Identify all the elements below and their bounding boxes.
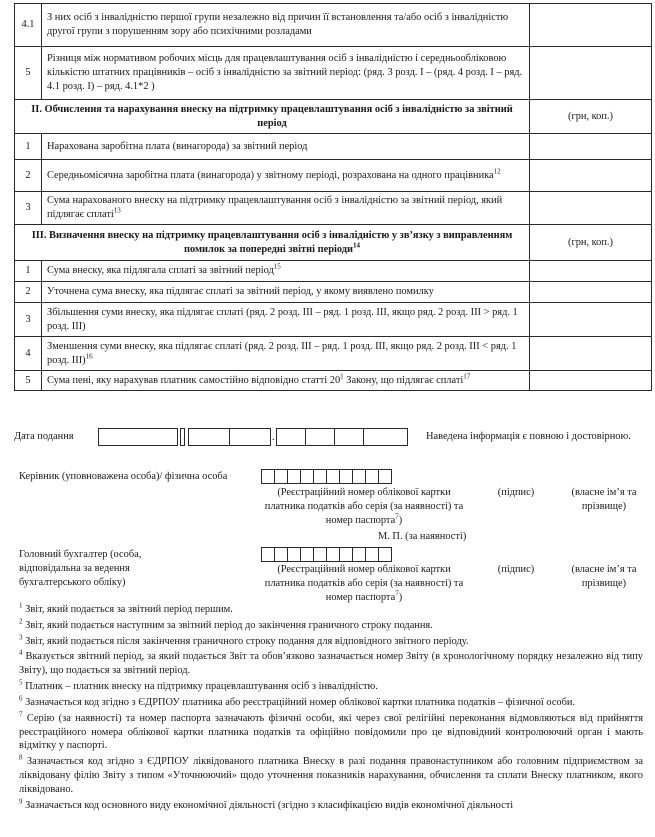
date-dot: .	[183, 431, 186, 443]
date-label: Дата подання	[14, 431, 74, 442]
footnote: $^9$ Зазначається код основного виду економічної діяльності (згідно з класифікацією видів економічної діяльності	[19, 797, 514, 811]
value-cell[interactable]	[530, 134, 652, 160]
row-number: 1	[15, 261, 42, 282]
row-description: Сума внеску, яка підлягала сплаті за звітний період$^{15}$	[42, 261, 530, 282]
table-row	[15, 337, 652, 371]
accountant-name-label: (власне ім’я та прізвище)	[571, 564, 637, 590]
footnote-ref: 16	[85, 352, 93, 361]
row-description: Сума нарахованого внеску на підтримку працевлаштування осіб з інвалідністю за звітний період, який підлягає сплаті$^{13}$	[42, 192, 530, 225]
director-reg-number-cells[interactable]	[262, 469, 392, 484]
table-row	[15, 4, 652, 47]
row-description: Зменшення суми внеску, яка підлягає сплаті (ряд. 2 розд. ІІІ – ряд. 1 розд. ІІІ, якщо ряд. 2 розд. ІІІ < ряд. 1 розд. ІІІ)$^{16}$	[42, 337, 530, 371]
accountant-signature-label: (підпис)	[497, 564, 535, 575]
table-row	[15, 134, 652, 160]
date-month-field-2[interactable]	[229, 428, 271, 446]
stamp-label: М. П. (за наявності)	[378, 531, 467, 542]
footnote: $^8$ Зазначається код згідно з ЄДРПОУ ліквідованого платника Внеску в разі подання правонаступником або головним підприємством за ліквідовану філію Звіту з типом «Уточнюючий» щодо уточнення показників нарахування, обчислення та сплати Внеску платником, якого ліквідовано.	[19, 753, 643, 795]
unit-label: (грн, коп.)	[530, 225, 652, 261]
row-description: З них осіб з інвалідністю першої групи незалежно від причин її встановлення та/або осіб з інвалідністю другої групи з порушенням зору або психічними розладами	[42, 4, 530, 47]
table-row	[15, 303, 652, 337]
row-description: Нарахована заробітна плата (винагорода) за звітний період	[42, 134, 530, 160]
row-number: 3	[15, 192, 42, 225]
footnote: $^1$ Звіт, який подається за звітний період першим.	[19, 601, 233, 615]
row-description: Середньомісячна заробітна плата (винагорода) у звітному періоді, розрахована на одного працівника$^{12}$	[42, 160, 530, 192]
table-row	[15, 160, 652, 192]
section-header	[15, 100, 652, 134]
report-table	[14, 3, 652, 391]
footnote-ref: 13	[113, 206, 121, 215]
footnote: $^3$ Звіт, який подається після закінчення граничного строку подання для відповідного звітного періоду.	[19, 633, 469, 647]
value-cell[interactable]	[530, 4, 652, 47]
row-number: 1	[15, 134, 42, 160]
value-cell[interactable]	[530, 160, 652, 192]
director-name-label: (власне ім’я та прізвище)	[571, 487, 637, 513]
director-signature-label: (підпис)	[497, 487, 535, 498]
accountant-reg-caption: (Реєстраційний номер облікової картки платника податків або серія (за наявності) та номер паспорта$^7$)	[264, 564, 464, 604]
value-cell[interactable]	[530, 47, 652, 100]
date-year-field-2[interactable]	[305, 428, 335, 446]
footnote: $^4$ Вказується звітний період, за який подається Звіт та обов’язково зазначається номер Звіту (в хронологічному порядку незалежно від типу Звіту), що подається за звітний період.	[19, 649, 643, 677]
director-reg-caption: (Реєстраційний номер облікової картки платника податків або серія (за наявності) та номер паспорта$^7$)	[264, 487, 464, 527]
row-number: 5	[15, 47, 42, 100]
footnote: $^7$ Серію (за наявності) та номер паспорта зазначають фізичні особи, які через свої релігійні переконання відмовляються від прийняття реєстраційного номера облікової картки платника податків та офіційно повідомили про це відповідний контролюючий орган і мають відмітку у паспорті.	[19, 710, 643, 752]
unit-label: (грн, коп.)	[530, 100, 652, 134]
row-number: 4	[15, 337, 42, 371]
date-year-field-4[interactable]	[363, 428, 408, 446]
row-description: Сума пені, яку нарахував платник самостійно відповідно статті $20^1$ Закону, що підлягає сплаті$^{17}$	[42, 371, 530, 391]
footnote-ref: 1	[340, 372, 344, 381]
section-header	[15, 225, 652, 261]
row-description: Збільшення суми внеску, яка підлягає сплаті (ряд. 2 розд. ІІІ – ряд. 1 розд. ІІІ, якщо ряд. 2 розд. ІІІ > ряд. 1 розд. ІІІ)	[42, 303, 530, 337]
footnote: $^5$ Платник – платник внеску на підтримку працевлаштування осіб з інвалідністю.	[19, 678, 378, 693]
table-row	[15, 261, 652, 282]
row-number: 2	[15, 160, 42, 192]
table-row	[15, 371, 652, 391]
table-row	[15, 282, 652, 303]
value-cell[interactable]	[530, 192, 652, 225]
value-cell[interactable]	[530, 303, 652, 337]
table-row	[15, 47, 652, 100]
value-cell[interactable]	[530, 261, 652, 282]
footnote-ref: 17	[463, 372, 471, 381]
value-cell[interactable]	[530, 282, 652, 303]
row-description: Уточнена сума внеску, яка підлягає сплаті за звітний період, у якому виявлено помилку	[42, 282, 530, 303]
accountant-reg-number-cells[interactable]	[262, 547, 392, 562]
date-month-field[interactable]	[188, 428, 230, 446]
footnotes	[19, 603, 643, 815]
footnote: $^2$ Звіт, який подається наступним за звітний період до закінчення граничного строку подання.	[19, 617, 433, 631]
date-day-field[interactable]	[98, 428, 178, 446]
footnote: $^6$ Зазначається код згідно з ЄДРПОУ платника або реєстраційний номер облікової картки платника податків – фізичної особи.	[19, 694, 576, 708]
director-role: Керівник (уповноважена особа)/ фізична особа	[19, 471, 228, 482]
date-year-field[interactable]	[276, 428, 306, 446]
row-description: Різниця між нормативом робочих місць для працевлаштування осіб з інвалідністю і середньообліковою кількістю штатних працівників – осіб з інвалідністю за звітний період: (ряд. 3 розд. І – (ряд. 4 розд. І – ряд. 4.1 розд. І) – ряд. 4.1*2 )	[42, 47, 530, 100]
row-number: 5	[15, 371, 42, 391]
submission-date-row	[14, 428, 652, 448]
date-dot: .	[272, 431, 275, 443]
value-cell[interactable]	[530, 371, 652, 391]
accountant-role: Головний бухгалтер (особа, відповідальна за ведення бухгалтерського обліку)	[19, 549, 142, 589]
row-number: 2	[15, 282, 42, 303]
declaration-text: Наведена інформація є повною і достовірною.	[426, 431, 631, 442]
footnote-ref: 14	[353, 241, 361, 250]
date-year-field-3[interactable]	[334, 428, 364, 446]
footnote-ref: 15	[273, 262, 281, 271]
footnote-ref: 12	[493, 167, 501, 176]
value-cell[interactable]	[530, 337, 652, 371]
table-row	[15, 192, 652, 225]
row-number: 3	[15, 303, 42, 337]
section-3-title: ІІІ. Визначення внеску на підтримку працевлаштування осіб з інвалідністю у зв’язку з виправленням помилок за попередні звітні періоди$^{14}$	[15, 225, 530, 261]
section-2-title: ІІ. Обчислення та нарахування внеску на підтримку працевлаштування осіб з інвалідністю за звітний період	[15, 100, 530, 134]
row-number: 4.1	[15, 4, 42, 47]
